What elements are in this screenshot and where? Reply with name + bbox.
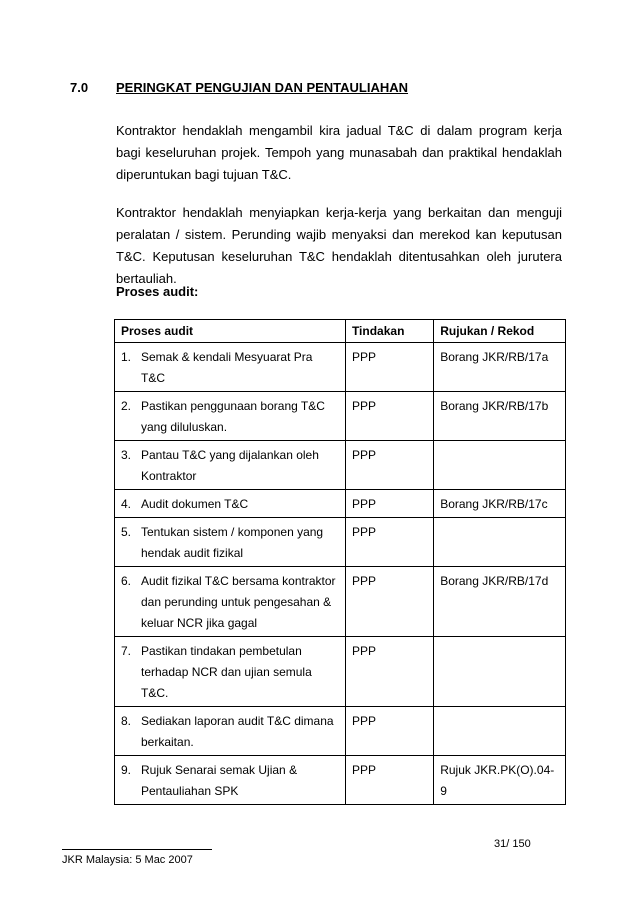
cell-tindakan: PPP xyxy=(345,441,433,490)
cell-rujukan: Borang JKR/RB/17c xyxy=(434,490,566,518)
section-number: 7.0 xyxy=(70,80,89,95)
process-step xyxy=(121,641,339,704)
cell-tindakan: PPP xyxy=(345,756,433,805)
process-step xyxy=(121,760,339,802)
table-row xyxy=(115,707,566,756)
subheading: Proses audit: xyxy=(116,284,199,299)
cell-tindakan: PPP xyxy=(345,392,433,441)
section-title: PERINGKAT PENGUJIAN DAN PENTAULIAHAN xyxy=(116,80,409,95)
column-header-proses: Proses audit xyxy=(115,320,346,343)
step-text: Semak & kendali Mesyuarat Pra T&C xyxy=(141,350,313,385)
step-number: 3. xyxy=(121,448,132,462)
cell-proses xyxy=(115,392,346,441)
cell-proses xyxy=(115,343,346,392)
table-row xyxy=(115,392,566,441)
step-number: 9. xyxy=(121,763,132,777)
step-text: Audit dokumen T&C xyxy=(141,497,249,511)
table-row xyxy=(115,490,566,518)
paragraph: Kontraktor hendaklah menyiapkan kerja-kerja yang berkaitan dan menguji peralatan / sistem. Perunding wajib menyaksi dan merekod kan keputusan T&C. Keputusan keseluruhan T&C hendaklah ditentusahkan oleh jurutera bertauliah. xyxy=(116,205,562,286)
step-text: Sediakan laporan audit T&C dimana berkaitan. xyxy=(141,714,334,749)
step-text: Audit fizikal T&C bersama kontraktor dan perunding untuk pengesahan & keluar NCR jika gagal xyxy=(141,574,336,630)
cell-rujukan: Borang JKR/RB/17a xyxy=(434,343,566,392)
process-step xyxy=(121,711,339,753)
cell-proses xyxy=(115,490,346,518)
cell-tindakan: PPP xyxy=(345,518,433,567)
step-number: 5. xyxy=(121,525,132,539)
paragraph: Kontraktor hendaklah mengambil kira jadual T&C di dalam program kerja bagi keseluruhan projek. Tempoh yang munasabah dan praktikal hendaklah diperuntukan bagi tujuan T&C. xyxy=(116,123,562,182)
cell-rujukan xyxy=(434,518,566,567)
step-number: 7. xyxy=(121,644,132,658)
process-step xyxy=(121,571,339,634)
step-text: Pastikan tindakan pembetulan terhadap NCR dan ujian semula T&C. xyxy=(141,644,312,700)
process-step xyxy=(121,494,339,515)
cell-tindakan: PPP xyxy=(345,637,433,707)
process-step xyxy=(121,522,339,564)
step-text: Pantau T&C yang dijalankan oleh Kontraktor xyxy=(141,448,319,483)
cell-rujukan: Borang JKR/RB/17b xyxy=(434,392,566,441)
step-text: Rujuk Senarai semak Ujian & Pentauliahan SPK xyxy=(141,763,298,798)
step-number: 8. xyxy=(121,714,132,728)
column-header-tindakan: Tindakan xyxy=(345,320,433,343)
cell-proses xyxy=(115,707,346,756)
step-number: 2. xyxy=(121,399,132,413)
footer-rule xyxy=(62,849,212,850)
cell-proses xyxy=(115,441,346,490)
table-row xyxy=(115,567,566,637)
table-row xyxy=(115,441,566,490)
table-header-row xyxy=(115,320,566,343)
cell-proses xyxy=(115,637,346,707)
cell-proses xyxy=(115,518,346,567)
audit-table xyxy=(114,319,566,805)
table-row xyxy=(115,637,566,707)
process-step xyxy=(121,347,339,389)
table-row xyxy=(115,756,566,805)
process-step xyxy=(121,396,339,438)
cell-rujukan xyxy=(434,707,566,756)
cell-tindakan: PPP xyxy=(345,343,433,392)
cell-rujukan xyxy=(434,637,566,707)
step-text: Tentukan sistem / komponen yang hendak audit fizikal xyxy=(141,525,324,560)
table-row xyxy=(115,343,566,392)
step-number: 4. xyxy=(121,497,132,511)
cell-rujukan xyxy=(434,441,566,490)
cell-tindakan: PPP xyxy=(345,707,433,756)
cell-rujukan: Rujuk JKR.PK(O).04-9 xyxy=(434,756,566,805)
cell-proses xyxy=(115,567,346,637)
cell-tindakan: PPP xyxy=(345,490,433,518)
step-number: 6. xyxy=(121,574,132,588)
cell-tindakan: PPP xyxy=(345,567,433,637)
audit-table-body xyxy=(115,343,566,805)
process-step xyxy=(121,445,339,487)
footer-text: JKR Malaysia: 5 Mac 2007 xyxy=(62,854,193,866)
cell-rujukan: Borang JKR/RB/17d xyxy=(434,567,566,637)
step-text: Pastikan penggunaan borang T&C yang diluluskan. xyxy=(141,399,325,434)
column-header-rujukan: Rujukan / Rekod xyxy=(434,320,566,343)
table-row xyxy=(115,518,566,567)
cell-proses xyxy=(115,756,346,805)
page-number: 31/ 150 xyxy=(494,838,531,850)
step-number: 1. xyxy=(121,350,132,364)
